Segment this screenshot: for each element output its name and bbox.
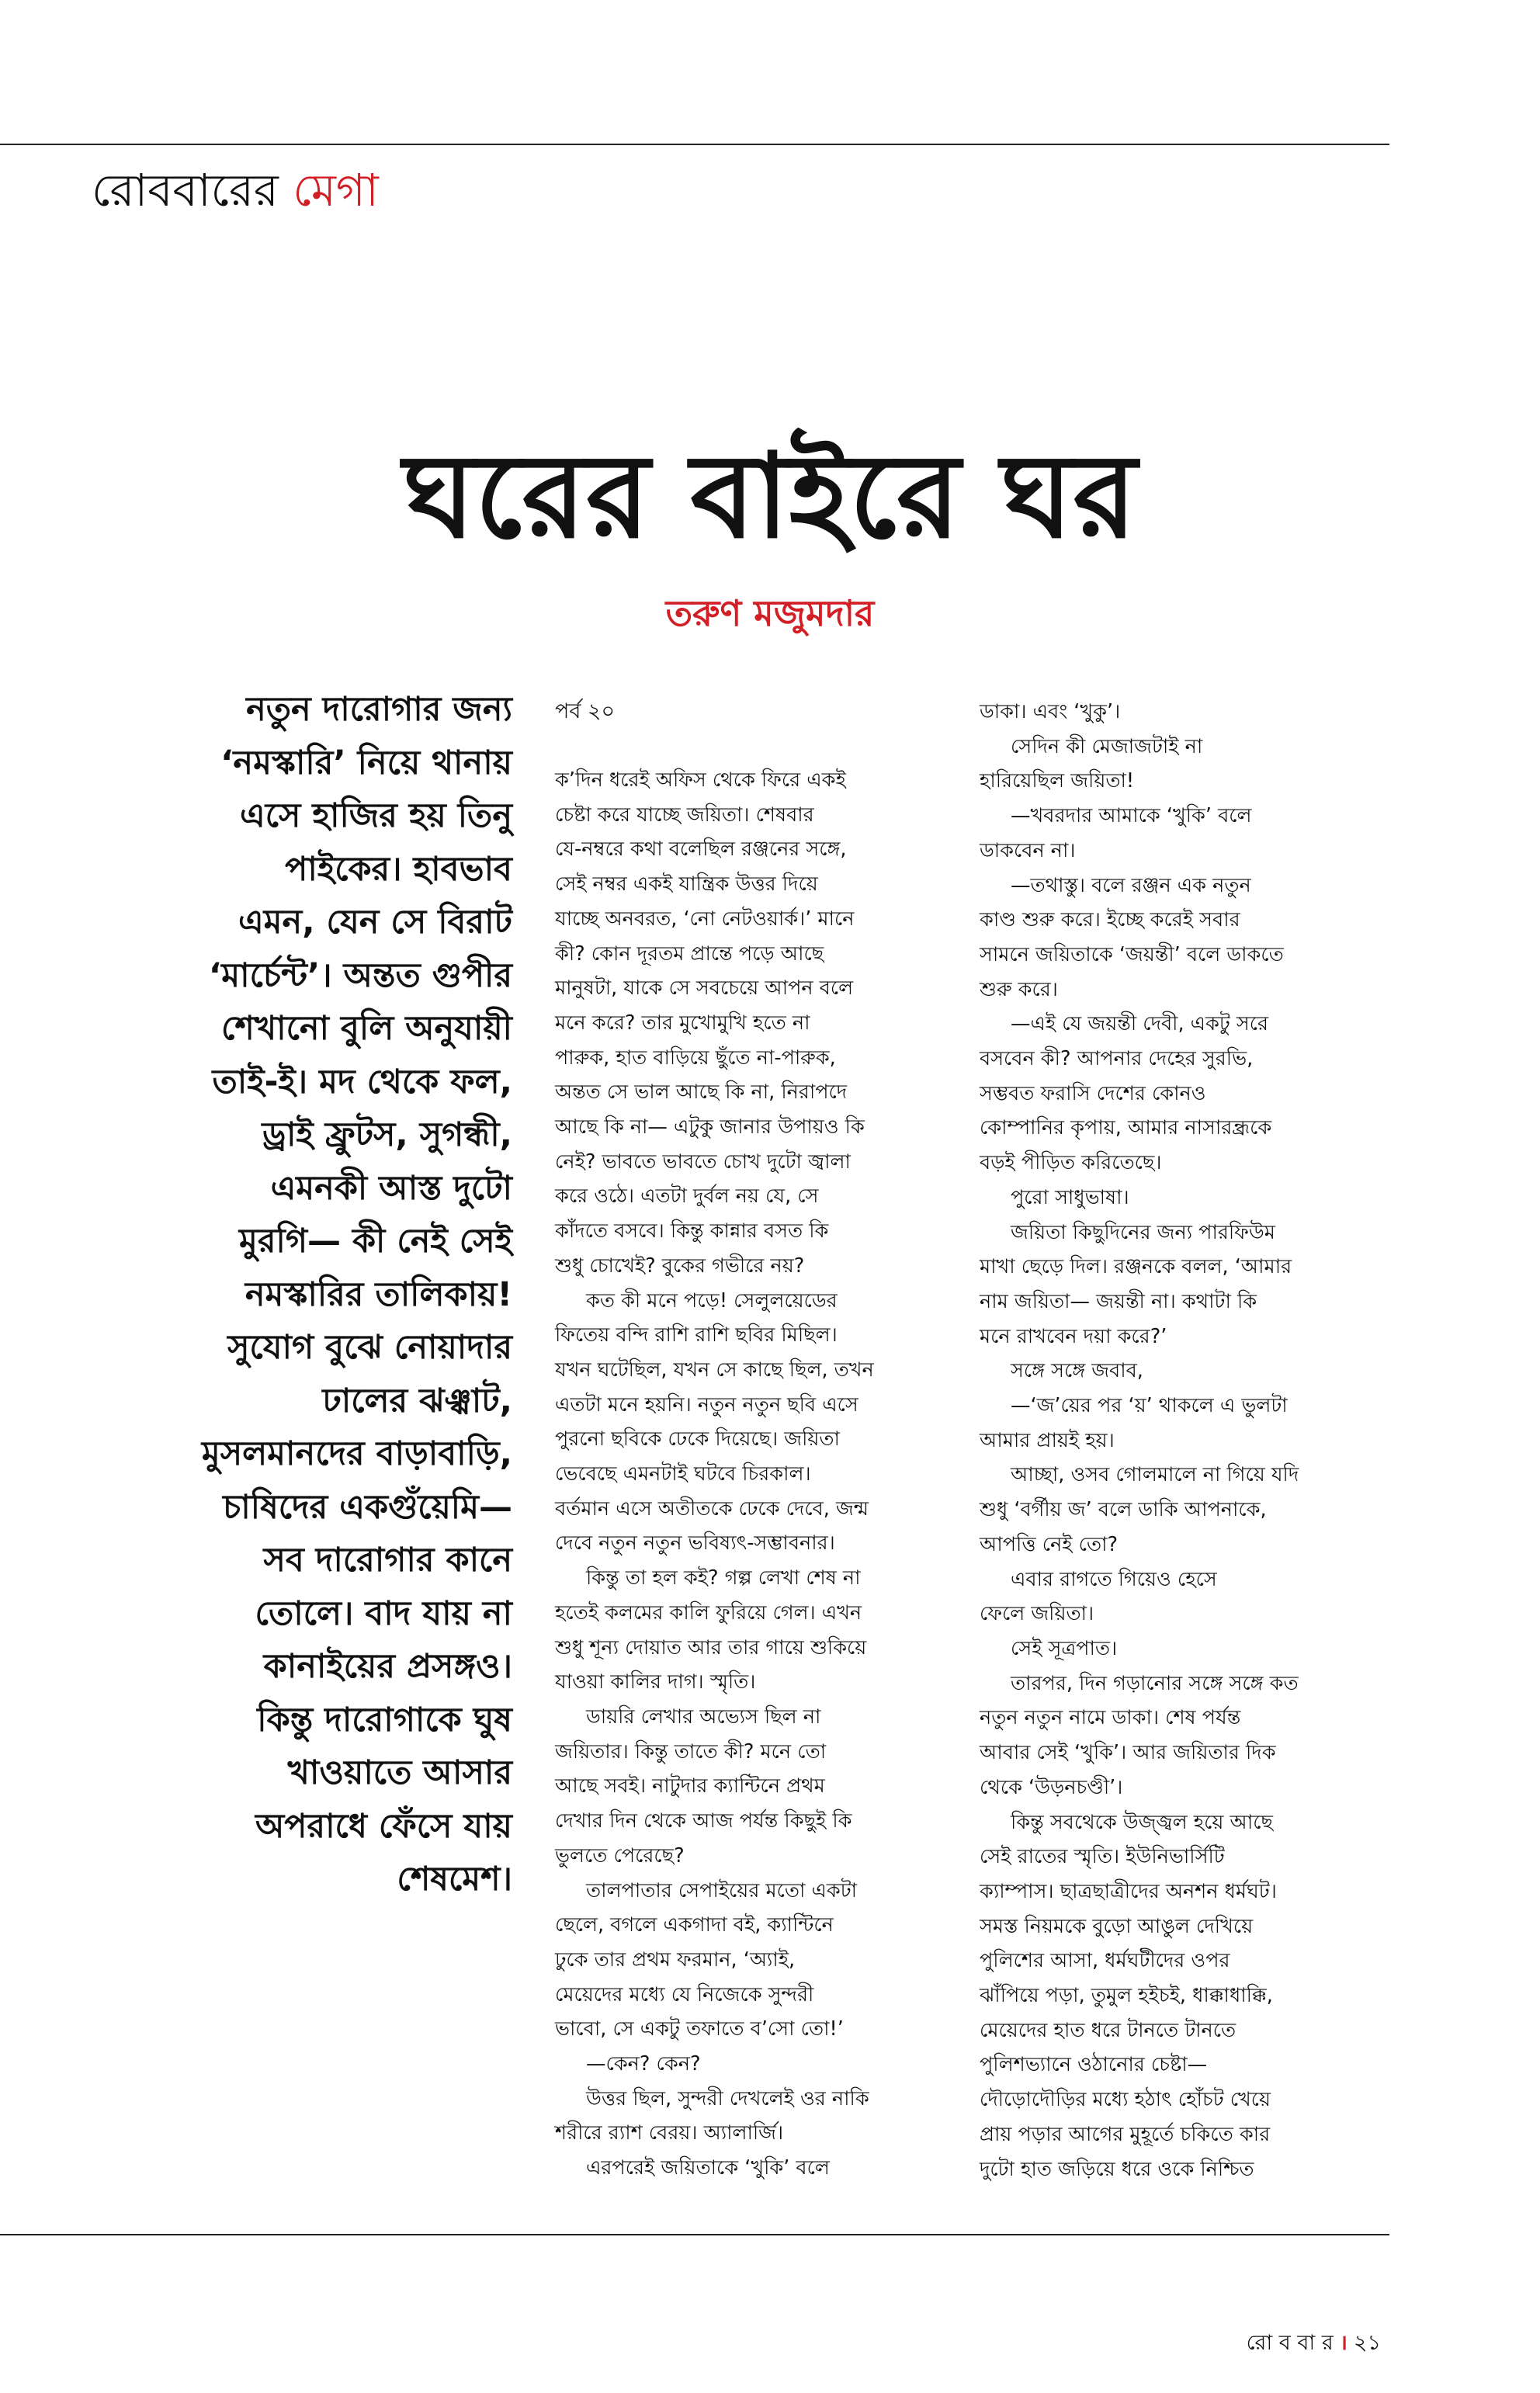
text-line: ঢুকে তার প্রথম ফরমান, ‘অ্যাই, [555, 1947, 796, 1972]
running-head-prefix: রোববারের [92, 164, 293, 217]
text-line: কিন্তু তা হল কই? গল্প লেখা শেষ না [586, 1566, 861, 1590]
text-line: কিন্তু সবথেকে উজ্জ্বল হয়ে আছে [1011, 1810, 1273, 1834]
text-line: নাম জয়িতা— জয়ন্তী না। কথাটা কি [980, 1289, 1257, 1313]
text-line: ‘মার্চেন্ট’। অন্তত গুপীর [208, 955, 512, 995]
text-line: ক’দিন ধরেই অফিস থেকে ফিরে একই [555, 768, 846, 792]
text-line: কী? কোন দূরতম প্রান্তে পড়ে আছে [555, 942, 824, 966]
text-line: কাঁদতে বসবে। কিন্তু কান্নার বসত কি [555, 1219, 829, 1243]
text-line: অন্তত সে ভাল আছে কি না, নিরাপদে [555, 1080, 848, 1105]
text-line: দেখার দিন থেকে আজ পর্যন্ত কিছুই কি [555, 1809, 852, 1833]
byline: তরুণ মজুমদার [665, 592, 875, 634]
text-line: চেষ্টা করে যাচ্ছে জয়িতা। শেষবার [555, 803, 814, 827]
text-line: ক্যাম্পাস। ছাত্রছাত্রীদের অনশন ধর্মঘট। [980, 1879, 1277, 1903]
text-line: যখন ঘটেছিল, যখন সে কাছে ছিল, তখন [555, 1358, 874, 1382]
text-line: ভেবেছে এমনটাই ঘটবে চিরকাল। [555, 1462, 811, 1486]
text-line: দুটো হাত জড়িয়ে ধরে ওকে নিশ্চিত [980, 2157, 1254, 2181]
text-line: পুলিশের আসা, ধর্মঘটীদের ওপর [980, 1949, 1230, 1973]
text-line: ফেলে জয়িতা। [980, 1602, 1094, 1626]
body-column-middle [555, 763, 943, 2186]
text-line: কোম্পানির কৃপায়, আমার নাসারন্ধ্রকে [980, 1116, 1272, 1140]
text-line: মেয়েদের হাত ধরে টানতে টানতে [980, 2018, 1237, 2042]
text-line: শরীরে র‍্যাশ বেরয়। অ্যালার্জি। [555, 2121, 784, 2145]
text-line: হারিয়েছিল জয়িতা! [980, 769, 1135, 793]
text-line: প্রায় পড়ার আগের মুহূর্তে চকিতে কার [980, 2122, 1271, 2146]
text-line: ‘নমস্কারি’ নিয়ে থানায় [220, 743, 512, 782]
text-line: ভুলতে পেরেছে? [555, 1843, 685, 1868]
text-line: মুরগি— কী নেই সেই [238, 1222, 512, 1261]
text-line: কাণ্ড শুরু করে। ইচ্ছে করেই সবার [980, 908, 1240, 932]
text-line: নতুন দারোগার জন্য [246, 690, 512, 729]
text-line: পুরো সাধুভাষা। [1011, 1185, 1129, 1209]
running-head-accent: মেগা [293, 164, 379, 217]
text-line: —খবরদার আমাকে ‘খুকি’ বলে [1011, 804, 1252, 828]
running-head [92, 159, 379, 221]
text-line: —‘জ’য়ের পর ‘য়’ থাকলে এ ভুলটা [1011, 1394, 1288, 1418]
body-column-right [980, 695, 1391, 2187]
text-line: সঙ্গে সঙ্গে জবাব, [1011, 1359, 1143, 1383]
text-line: —কেন? কেন? [586, 2052, 701, 2076]
text-line: মাখা ছেড়ে দিল। রঞ্জনকে বলল, ‘আমার [980, 1255, 1292, 1279]
text-line: পারুক, হাত বাড়িয়ে ছুঁতে না-পারুক, [555, 1046, 836, 1070]
text-line: জয়িতা কিছুদিনের জন্য পারফিউম [1011, 1220, 1275, 1244]
text-line: কানাইয়ের প্রসঙ্গও। [263, 1647, 512, 1686]
text-line: এরপরেই জয়িতাকে ‘খুকি’ বলে [586, 2156, 830, 2180]
text-line: সামনে জয়িতাকে ‘জয়ন্তী’ বলে ডাকতে [980, 942, 1284, 966]
text-line: —এই যে জয়ন্তী দেবী, একটু সরে [1011, 1012, 1269, 1036]
text-line: এবার রাগতে গিয়েও হেসে [1011, 1567, 1217, 1591]
text-line: চাষিদের একগুঁয়েমি— [223, 1487, 512, 1527]
bottom-rule [0, 2234, 1389, 2235]
text-line: সুযোগ বুঝে নোয়াদার [227, 1328, 512, 1367]
text-line: নমস্কারির তালিকায়! [245, 1275, 512, 1314]
episode-label: পর্ব ২০ [555, 699, 616, 723]
text-line: দৌড়োদৌড়ির মধ্যে হঠাৎ হোঁচট খেয়ে [980, 2088, 1271, 2112]
text-line: জয়িতার। কিন্তু তাতে কী? মনে তো [555, 1739, 827, 1764]
page-footer [1247, 2327, 1381, 2362]
text-line: ড্রাই ফ্রুটস, সুগন্ধী, [262, 1115, 512, 1154]
text-line: শুধু ‘বর্গীয় জ’ বলে ডাকি আপনাকে, [980, 1498, 1267, 1522]
text-line: মানুষটা, যাকে সে সবচেয়ে আপন বলে [555, 976, 854, 1001]
text-line: ছেলে, বগলে একগাদা বই, ক্যান্টিনে [555, 1913, 834, 1937]
text-line: ঝাঁপিয়ে পড়া, তুমুল হইচই, ধাক্কাধাক্কি, [980, 1984, 1273, 2008]
text-line: —তথাস্তু। বলে রঞ্জন এক নতুন [1011, 873, 1251, 897]
text-line: শেখানো বুলি অনুযায়ী [220, 1009, 512, 1048]
text-line: শুধু শূন্য দোয়াত আর তার গায়ে শুকিয়ে [555, 1635, 867, 1659]
headline: ঘরের বাইরে ঘর [403, 429, 1137, 564]
text-line: ডায়রি লেখার অভ্যেস ছিল না [586, 1705, 821, 1729]
text-line: যাওয়া কালির দাগ। স্মৃতি। [555, 1670, 756, 1694]
text-line: এমন, যেন সে বিরাট [238, 903, 512, 942]
text-line: যাচ্ছে অনবরত, ‘নো নেটওয়ার্ক।’ মানে [555, 907, 855, 931]
text-line: আছে কি না— এটুকু জানার উপায়ও কি [555, 1115, 865, 1139]
text-line: সমস্ত নিয়মকে বুড়ো আঙুল দেখিয়ে [980, 1914, 1254, 1938]
text-line: আচ্ছা, ওসব গোলমালে না গিয়ে যদি [1011, 1463, 1299, 1487]
text-line: ভাবো, সে একটু তফাতে ব’সো তো!’ [555, 2017, 844, 2041]
text-line: আপত্তি নেই তো? [980, 1532, 1119, 1556]
text-line: ডাকবেন না। [980, 838, 1076, 862]
text-line: উত্তর ছিল, সুন্দরী দেখলেই ওর নাকি [586, 2086, 869, 2110]
text-line: আমার প্রায়ই হয়। [980, 1428, 1115, 1452]
footer-page-number: ২১ [1353, 2331, 1381, 2355]
text-line: বড়ই পীড়িত করিতেছে। [980, 1151, 1162, 1175]
text-line: এমনকী আস্ত দুটো [270, 1168, 512, 1208]
text-line: পাইকের। হাবভাব [285, 849, 512, 889]
text-line: এসে হাজির হয় তিনু [240, 796, 512, 835]
text-line: সেই সূত্রপাত। [1011, 1636, 1118, 1660]
text-line: আবার সেই ‘খুকি’। আর জয়িতার দিক [980, 1741, 1276, 1765]
footer-separator: । [1339, 2331, 1348, 2355]
text-line: সেই রাতের স্মৃতি। ইউনিভার্সিটি [980, 1845, 1225, 1869]
text-line: সম্ভবত ফরাসি দেশের কোনও [980, 1081, 1206, 1105]
text-line: শুরু করে। [980, 977, 1058, 1001]
text-line: করে ওঠে। এতটা দুর্বল নয় যে, সে [555, 1184, 819, 1209]
text-line: ডাকা। এবং ‘খুকু’। [980, 700, 1121, 723]
pullquote [124, 683, 512, 1906]
text-line: তারপর, দিন গড়ানোর সঙ্গে সঙ্গে কত [1011, 1671, 1299, 1695]
text-line: নতুন নতুন নামে ডাকা। শেষ পর্যন্ত [980, 1706, 1241, 1730]
text-line: সেই নম্বর একই যান্ত্রিক উত্তর দিয়ে [555, 872, 818, 897]
text-line: খাওয়াতে আসার [287, 1753, 512, 1792]
text-line: ফিতেয় বন্দি রাশি রাশি ছবির মিছিল। [555, 1323, 838, 1347]
text-line: মনে রাখবেন দয়া করে?’ [980, 1324, 1167, 1348]
footer-magazine: রো ব বা র [1246, 2331, 1334, 2355]
text-line: যে-নম্বরে কথা বলেছিল রঞ্জনের সঙ্গে, [555, 838, 847, 862]
text-line: হতেই কলমের কালি ফুরিয়ে গেল। এখন [555, 1601, 862, 1625]
text-line: সেদিন কী মেজাজটাই না [1011, 734, 1203, 758]
text-line: এতটা মনে হয়নি। নতুন নতুন ছবি এসে [555, 1392, 858, 1417]
text-line: নেই? ভাবতে ভাবতে চোখ দুটো জ্বালা [555, 1150, 851, 1174]
text-line: থেকে ‘উড়নচণ্ডী’। [980, 1775, 1123, 1799]
text-line: পুরনো ছবিকে ঢেকে দিয়েছে। জয়িতা [555, 1427, 840, 1451]
text-line: মুসলমানদের বাড়াবাড়ি, [201, 1434, 512, 1473]
text-line: আছে সবই। নাটুদার ক্যান্টিনে প্রথম [555, 1774, 825, 1798]
text-line: সব দারোগার কানে [263, 1541, 512, 1580]
text-line: দেবে নতুন নতুন ভবিষ্যৎ-সম্ভাবনার। [555, 1531, 835, 1555]
text-line: শেষমেশ। [397, 1860, 512, 1899]
text-line: বসবেন কী? আপনার দেহের সুরভি, [980, 1047, 1254, 1071]
text-line: পুলিশভ্যানে ওঠানোর চেষ্টা— [980, 2053, 1208, 2077]
text-line: তোলে। বাদ যায় না [255, 1594, 512, 1633]
text-line: অপরাধে ফেঁসে যায় [255, 1806, 512, 1846]
text-line: বর্তমান এসে অতীতকে ঢেকে দেবে, জন্ম [555, 1496, 869, 1521]
top-rule [0, 144, 1389, 145]
text-line: কিন্তু দারোগাকে ঘুষ [257, 1700, 512, 1739]
text-line: কত কী মনে পড়ে! সেলুলয়েডের [586, 1288, 838, 1313]
text-line: তালপাতার সেপাইয়ের মতো একটা [586, 1878, 858, 1902]
text-line: শুধু চোখেই? বুকের গভীরে নয়? [555, 1254, 805, 1278]
text-line: তাই-ই। মদ থেকে ফল, [212, 1062, 512, 1101]
text-line: ঢালের ঝঞ্ঝাট, [322, 1381, 512, 1420]
text-line: মনে করে? তার মুখোমুখি হতে না [555, 1011, 810, 1035]
text-line: মেয়েদের মধ্যে যে নিজেকে সুন্দরী [555, 1982, 814, 2006]
